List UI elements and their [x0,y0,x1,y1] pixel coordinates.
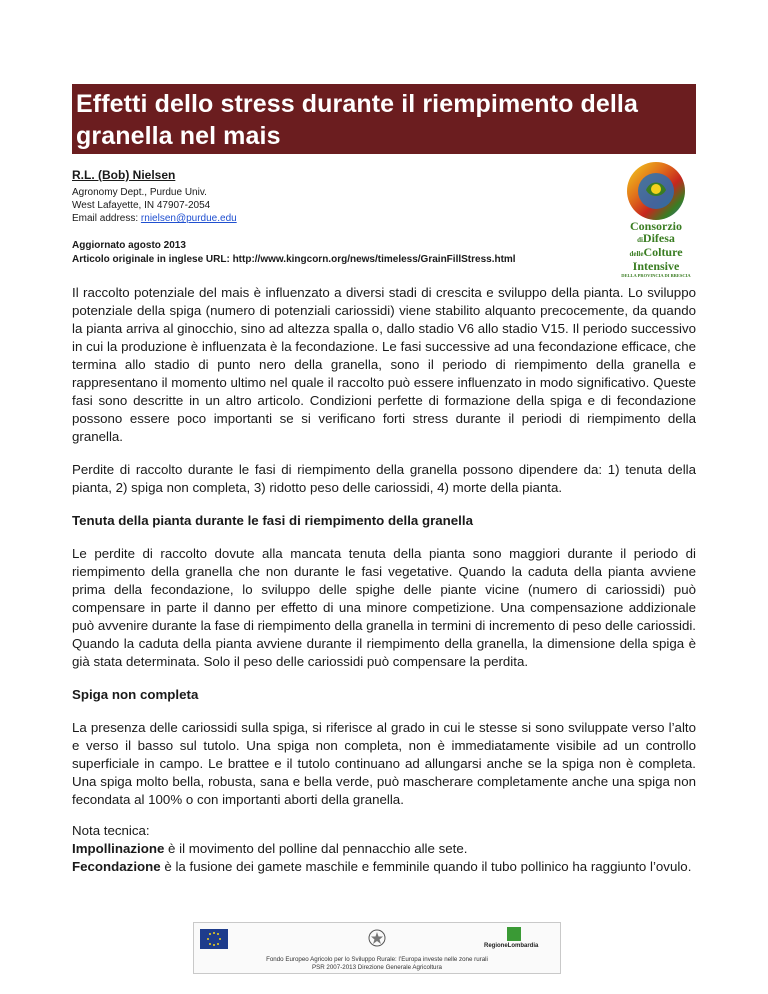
paragraph-1: Il raccolto potenziale del mais è influenzato a diversi stadi di crescita e sviluppo della pianta. Lo sviluppo potenziale della spiga (numero di potenziali cariossidi) viene stabilito alquanto precocemente, da quando la pianta arriva al ginocchio, sino ad altezza spalla o, dallo stadio V6 allo stadio V15. Il periodo successivo in cui la produzione è influenzata è la fecondazione. Le fasi successive ad una fecondazione efficace, che termina allo stadio di punto nero della granella, sono il periodo di riempimento della granella e rappresentano il momento ultimo nel quale il raccolto può essere influenzato in modo significativo. Queste fasi sono descritte in un altro articolo. Condizioni perfette di formazione della spiga e di fecondazione possono essere poco importanti se si verificano forti stress durante il periodi di riempimento della granella. [72,285,696,444]
regione-lombardia-label: RegioneLombardia [484,943,539,949]
document-title: Effetti dello stress durante il riempimento della granella nel mais [76,90,638,150]
regione-lombardia-icon [507,927,521,941]
logo-line-2 [618,232,694,246]
note-label: Nota tecnica: [72,823,150,838]
meta-block [72,239,592,267]
email-link[interactable]: rnielsen@purdue.edu [140,213,237,224]
footer-text [194,956,560,972]
section-heading-spiga: Spiga non completa [72,687,199,702]
article-body [72,284,696,876]
footer-line-1: Fondo Europeo Agricolo per lo Sviluppo Rurale: l’Europa investe nelle zone rurali [266,956,488,963]
consorzio-logo [618,160,694,288]
updated-date: Aggiornato agosto 2013 [72,240,186,251]
def-impollinazione: è il movimento del polline dal pennacchio alle sete. [164,841,468,856]
footer-banner [193,922,561,974]
email-label: Email address: [72,213,141,224]
logo-difesa: Difesa [642,231,675,245]
address-line: West Lafayette, IN 47907-2054 [72,200,211,211]
logo-line-3 [618,246,694,260]
note-impollinazione [72,840,696,858]
term-impollinazione: Impollinazione [72,841,165,856]
logo-delle: delle [629,250,644,258]
paragraph-3: Le perdite di raccolto dovute alla mancata tenuta della pianta sono maggiori durante il periodo di riempimento della granella che non durante le fasi vegetative. Quando la caduta della pianta avviene prima della fecondazione, lo sviluppo delle spighe delle piante vicine (numero di cariossidi) può compensare in parte il danno per effetto di una minore competizione. Una compensazione addizionale può avvenire durante la fase di riempimento della granella in termini di incremento di peso delle cariossidi. Quando la caduta della pianta avviene durante il riempimento della granella, la dimensione della spiga è già stata determinata. Solo il peso delle cariossidi può compensare la perdita. [72,546,696,669]
eu-flag-icon [200,929,228,949]
logo-di: di [637,236,643,244]
italian-emblem-icon [368,927,386,949]
original-article-url: Articolo originale in inglese URL: http://www.kingcorn.org/news/timeless/GrainFillStress.html [72,254,516,265]
def-fecondazione: è la fusione dei gamete maschile e femminile quando il tubo pollinico ha raggiunto l’ovulo. [160,859,692,874]
section-heading-tenuta: Tenuta della pianta durante le fasi di riempimento della granella [72,513,473,528]
logo-colture: Colture [643,245,683,259]
email-line [72,212,532,225]
logo-line-4: Intensive [632,259,680,273]
logo-line-1: Consorzio [630,219,682,233]
note-fecondazione [72,858,696,876]
title-bar [72,84,696,154]
paragraph-2: Perdite di raccolto durante le fasi di riempimento della granella possono dipendere da: 1) tenuta della pianta, 2) spiga non completa, 3) ridotto peso delle cariossidi, 4) morte della pianta. [72,462,696,495]
term-fecondazione: Fecondazione [72,859,161,874]
logo-line-5: DELLA PROVINCIA DI BRESCIA [621,273,691,278]
footer-line-2: PSR 2007-2013 Direzione Generale Agricoltura [311,964,442,971]
affiliation-line: Agronomy Dept., Purdue Univ. [72,187,207,198]
logo-text [618,220,694,279]
logo-circle-icon [618,160,694,222]
author-name: R.L. (Bob) Nielsen [72,168,176,182]
author-block [72,168,532,225]
paragraph-4: La presenza delle cariossidi sulla spiga, si riferisce al grado in cui le stesse si sono sviluppate verso l’alto e verso il basso sul tutolo. Una spiga non completa, non è immediatamente visibile ad un controllo superficiale in campo. Le brattee e il tutolo continuano ad allungarsi anche se la spiga non è completa. Una spiga molto bella, robusta, sana e bella verde, può mascherare completamente anche una spiga non fecondata al 100% o con importanti aborti della granella. [72,720,696,807]
